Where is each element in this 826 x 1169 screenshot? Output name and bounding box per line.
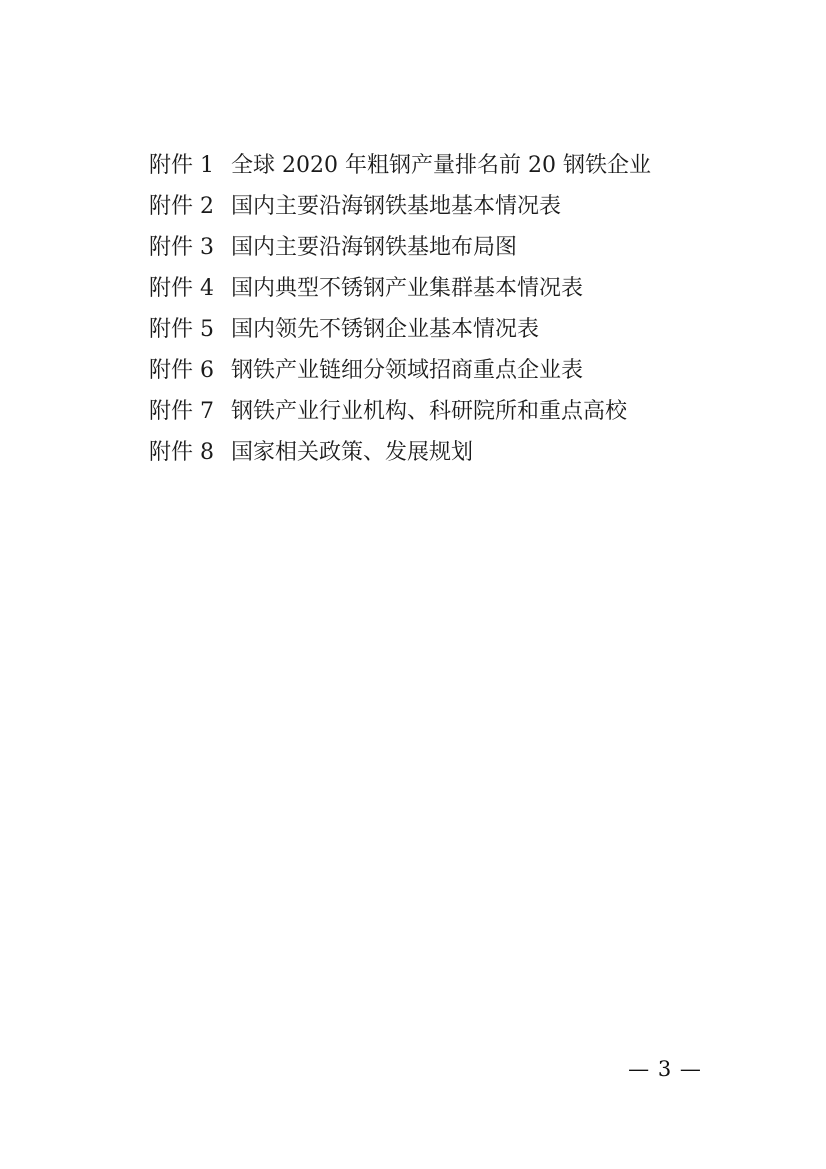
attachment-title: 国内典型不锈钢产业集群基本情况表 bbox=[231, 276, 584, 301]
attachment-title: 钢铁产业行业机构、科研院所和重点高校 bbox=[231, 399, 628, 424]
attachment-label: 附件 4 bbox=[149, 276, 214, 301]
page-number: — 3 — bbox=[628, 1057, 702, 1081]
attachment-title: 国内领先不锈钢企业基本情况表 bbox=[231, 317, 540, 342]
attachment-title: 钢铁产业链细分领域招商重点企业表 bbox=[231, 358, 584, 383]
attachment-label: 附件 6 bbox=[149, 358, 214, 383]
attachment-title: 国家相关政策、发展规划 bbox=[231, 440, 474, 465]
attachment-list bbox=[149, 145, 709, 473]
attachment-item-2 bbox=[149, 186, 709, 227]
attachment-title: 国内主要沿海钢铁基地基本情况表 bbox=[231, 194, 562, 219]
attachment-title: 全球 2020 年粗钢产量排名前 20 钢铁企业 bbox=[231, 153, 651, 178]
attachment-item-6 bbox=[149, 350, 709, 391]
attachment-label: 附件 5 bbox=[149, 317, 214, 342]
attachment-title: 国内主要沿海钢铁基地布局图 bbox=[231, 235, 518, 260]
attachment-label: 附件 1 bbox=[149, 153, 214, 178]
attachment-item-5 bbox=[149, 309, 709, 350]
attachment-label: 附件 8 bbox=[149, 440, 214, 465]
attachment-item-3 bbox=[149, 227, 709, 268]
attachment-label: 附件 3 bbox=[149, 235, 214, 260]
attachment-label: 附件 2 bbox=[149, 194, 214, 219]
attachment-item-1 bbox=[149, 145, 709, 186]
attachment-item-7 bbox=[149, 391, 709, 432]
attachment-label: 附件 7 bbox=[149, 399, 214, 424]
attachment-item-4 bbox=[149, 268, 709, 309]
page-footer bbox=[620, 1056, 710, 1082]
attachment-item-8 bbox=[149, 432, 709, 473]
